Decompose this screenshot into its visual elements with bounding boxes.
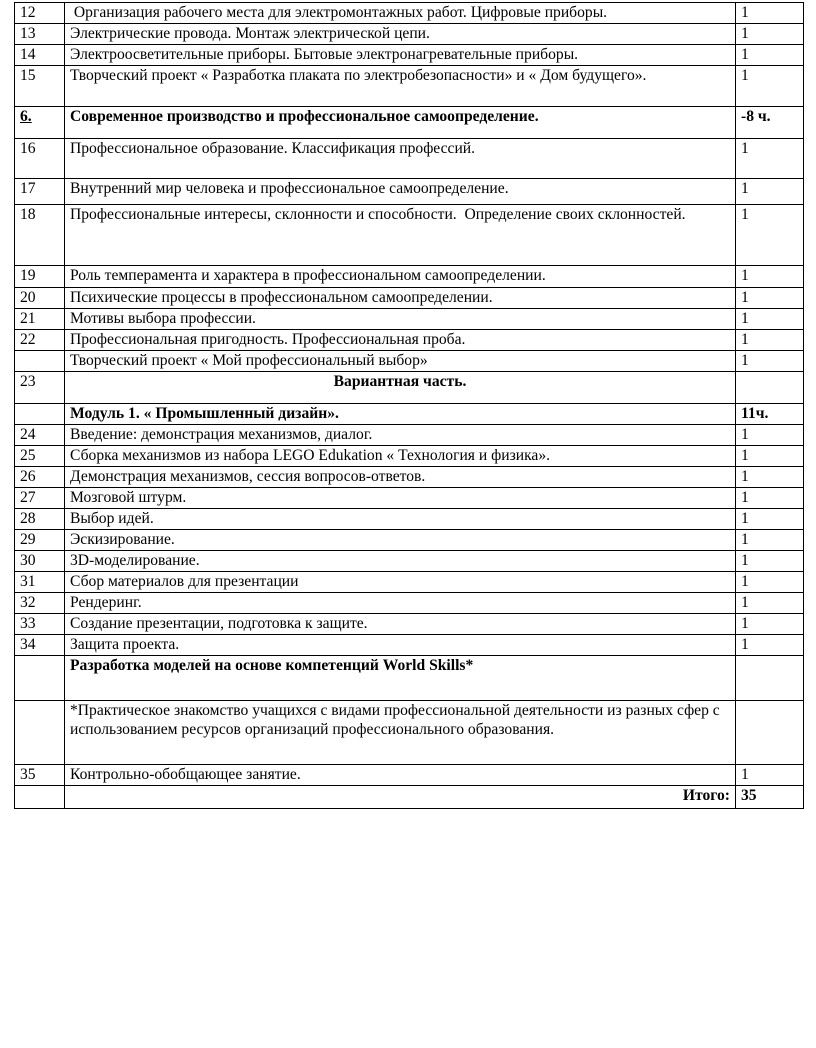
section-row <box>15 107 804 139</box>
lesson-hours: 1 <box>736 425 804 446</box>
lesson-number: 30 <box>15 551 65 572</box>
table-row <box>15 66 804 107</box>
table-row <box>15 467 804 488</box>
lesson-number: 20 <box>15 288 65 309</box>
module-title: Модуль 1. « Промышленный дизайн». <box>65 404 736 425</box>
table-row <box>15 488 804 509</box>
lesson-hours: 1 <box>736 635 804 656</box>
lesson-hours: 1 <box>736 66 804 107</box>
lesson-topic: Создание презентации, подготовка к защите. <box>65 614 736 635</box>
lesson-hours: 1 <box>736 446 804 467</box>
table-row <box>15 330 804 351</box>
lesson-number: 16 <box>15 139 65 179</box>
section-number: 23 <box>15 372 65 404</box>
note-text: *Практическое знакомство учащихся с видами профессиональной деятельности из разных сфер с использованием ресурсов организаций профессионального образования. <box>65 701 736 765</box>
lesson-topic: Творческий проект « Разработка плаката по электробезопасности» и « Дом будущего». <box>65 66 736 107</box>
lesson-hours: 1 <box>736 139 804 179</box>
table-row <box>15 139 804 179</box>
lesson-hours: 1 <box>736 488 804 509</box>
section-hours <box>736 656 804 701</box>
lesson-number: 34 <box>15 635 65 656</box>
lesson-number: 21 <box>15 309 65 330</box>
lesson-hours: 1 <box>736 45 804 66</box>
lesson-number: 29 <box>15 530 65 551</box>
module-hours: 11ч. <box>736 404 804 425</box>
table-row <box>15 446 804 467</box>
lesson-number: 35 <box>15 765 65 786</box>
lesson-topic: Контрольно-обобщающее занятие. <box>65 765 736 786</box>
module-row <box>15 404 804 425</box>
table-row <box>15 205 804 266</box>
note-number <box>15 701 65 765</box>
lesson-topic: Сборка механизмов из набора LEGO Edukation « Технология и физика». <box>65 446 736 467</box>
table-row <box>15 765 804 786</box>
lesson-hours: 1 <box>736 614 804 635</box>
lesson-hours: 1 <box>736 765 804 786</box>
lesson-hours: 1 <box>736 530 804 551</box>
table-row <box>15 288 804 309</box>
lesson-number: 13 <box>15 24 65 45</box>
lesson-number: 19 <box>15 266 65 288</box>
lesson-number: 31 <box>15 572 65 593</box>
section-number <box>15 656 65 701</box>
lesson-number <box>15 351 65 372</box>
lesson-topic: Профессиональная пригодность. Профессиональная проба. <box>65 330 736 351</box>
lesson-hours: 1 <box>736 309 804 330</box>
total-value: 35 <box>736 786 804 809</box>
lesson-number: 26 <box>15 467 65 488</box>
lesson-number: 22 <box>15 330 65 351</box>
lesson-topic: Психические процессы в профессиональном самоопределении. <box>65 288 736 309</box>
lesson-topic: Профессиональные интересы, склонности и способности. Определение своих склонностей. <box>65 205 736 266</box>
table-row <box>15 572 804 593</box>
lesson-topic: Демонстрация механизмов, сессия вопросов-ответов. <box>65 467 736 488</box>
lesson-hours: 1 <box>736 288 804 309</box>
lesson-hours: 1 <box>736 551 804 572</box>
lesson-hours: 1 <box>736 266 804 288</box>
section-title: Современное производство и профессиональное самоопределение. <box>65 107 736 139</box>
lesson-topic: Творческий проект « Мой профессиональный выбор» <box>65 351 736 372</box>
table-row <box>15 45 804 66</box>
lesson-number: 32 <box>15 593 65 614</box>
note-hours <box>736 701 804 765</box>
table-row <box>15 614 804 635</box>
table-row <box>15 266 804 288</box>
lesson-topic: Защита проекта. <box>65 635 736 656</box>
table-row <box>15 425 804 446</box>
section-title: Вариантная часть. <box>65 372 736 404</box>
lesson-number: 14 <box>15 45 65 66</box>
lesson-topic: Организация рабочего места для электромонтажных работ. Цифровые приборы. <box>65 3 736 24</box>
lesson-topic: Электроосветительные приборы. Бытовые электронагревательные приборы. <box>65 45 736 66</box>
lesson-topic: Роль темперамента и характера в профессиональном самоопределении. <box>65 266 736 288</box>
table-row <box>15 530 804 551</box>
lesson-number: 18 <box>15 205 65 266</box>
table-row <box>15 179 804 205</box>
lesson-topic: 3D-моделирование. <box>65 551 736 572</box>
section-hours: -8 ч. <box>736 107 804 139</box>
lesson-topic: Электрические провода. Монтаж электрической цепи. <box>65 24 736 45</box>
lesson-topic: Мотивы выбора профессии. <box>65 309 736 330</box>
lesson-hours: 1 <box>736 351 804 372</box>
lesson-hours: 1 <box>736 179 804 205</box>
table-row <box>15 309 804 330</box>
lesson-hours: 1 <box>736 3 804 24</box>
note-row <box>15 701 804 765</box>
lesson-hours: 1 <box>736 330 804 351</box>
lesson-number: 33 <box>15 614 65 635</box>
lesson-topic: Профессиональное образование. Классификация профессий. <box>65 139 736 179</box>
table-row <box>15 509 804 530</box>
section-number: 6. <box>15 107 65 139</box>
total-label: Итого: <box>65 786 736 809</box>
lesson-hours: 1 <box>736 24 804 45</box>
lesson-number: 15 <box>15 66 65 107</box>
lesson-number: 17 <box>15 179 65 205</box>
section-row <box>15 656 804 701</box>
table-row <box>15 351 804 372</box>
lesson-number: 25 <box>15 446 65 467</box>
lesson-topic: Сбор материалов для презентации <box>65 572 736 593</box>
table-row <box>15 635 804 656</box>
lesson-number: 12 <box>15 3 65 24</box>
lesson-number: 27 <box>15 488 65 509</box>
total-empty-cell <box>15 786 65 809</box>
lesson-topic: Выбор идей. <box>65 509 736 530</box>
lesson-number: 24 <box>15 425 65 446</box>
lesson-topic: Мозговой штурм. <box>65 488 736 509</box>
curriculum-table <box>14 2 804 809</box>
section-title: Разработка моделей на основе компетенций World Skills* <box>65 656 736 701</box>
lesson-number: 28 <box>15 509 65 530</box>
lesson-hours: 1 <box>736 593 804 614</box>
lesson-hours: 1 <box>736 572 804 593</box>
section-hours <box>736 372 804 404</box>
total-row <box>15 786 804 809</box>
table-row <box>15 24 804 45</box>
module-number <box>15 404 65 425</box>
lesson-topic: Рендеринг. <box>65 593 736 614</box>
lesson-hours: 1 <box>736 205 804 266</box>
table-row <box>15 3 804 24</box>
section-row <box>15 372 804 404</box>
table-row <box>15 593 804 614</box>
lesson-topic: Эскизирование. <box>65 530 736 551</box>
lesson-hours: 1 <box>736 467 804 488</box>
lesson-topic: Введение: демонстрация механизмов, диалог. <box>65 425 736 446</box>
lesson-hours: 1 <box>736 509 804 530</box>
lesson-topic: Внутренний мир человека и профессиональное самоопределение. <box>65 179 736 205</box>
table-row <box>15 551 804 572</box>
